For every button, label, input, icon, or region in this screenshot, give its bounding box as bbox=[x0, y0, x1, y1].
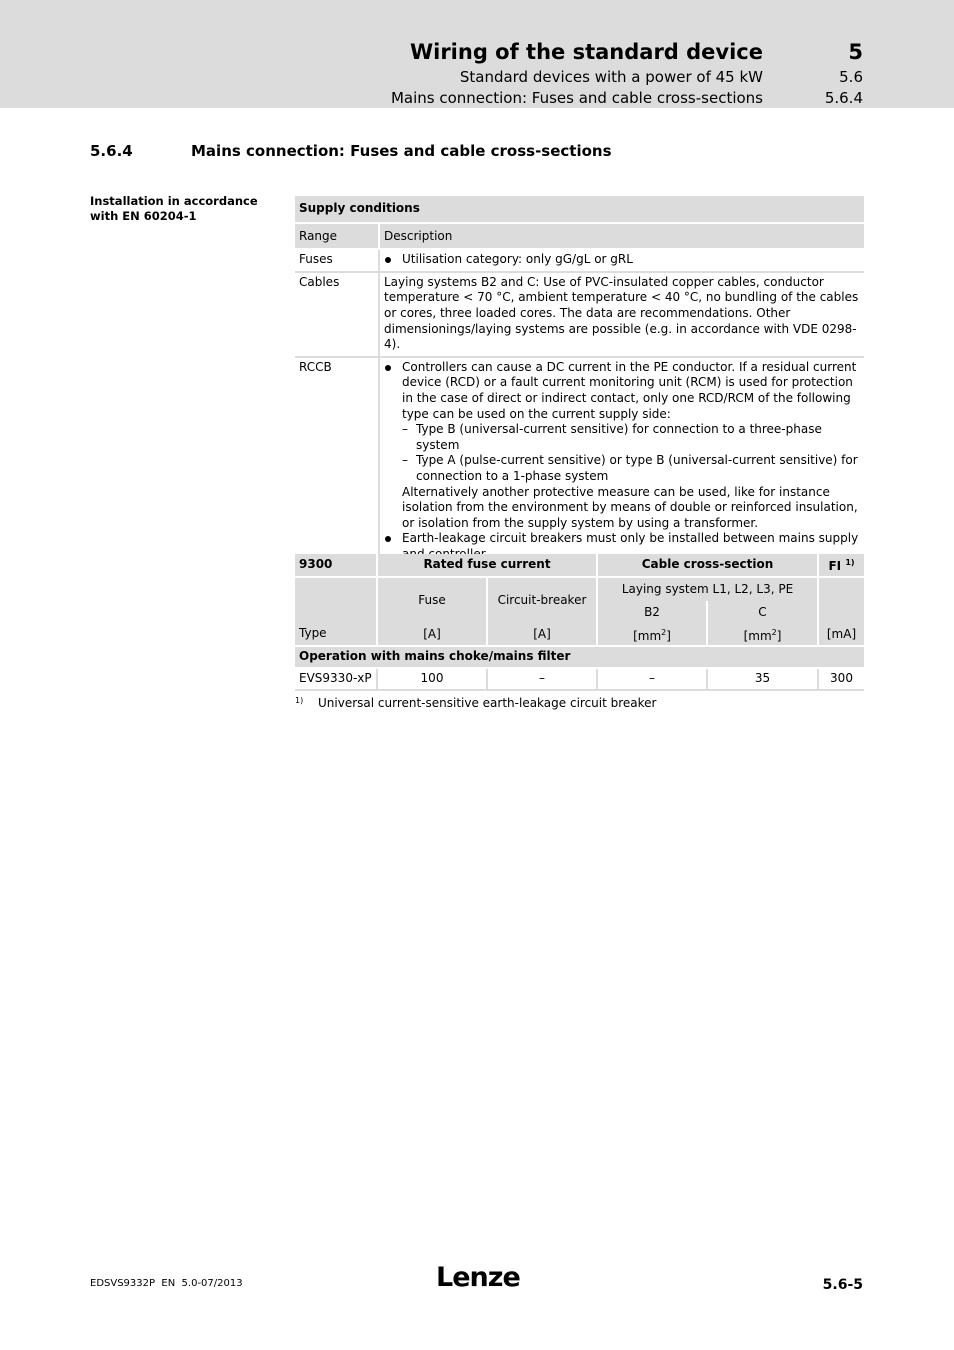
unit-mm2-close: ] bbox=[666, 628, 671, 643]
type-label: Type bbox=[295, 578, 378, 647]
b2-value: – bbox=[598, 669, 708, 691]
lenze-logo: Lenze bbox=[436, 1262, 520, 1293]
c-label: C bbox=[708, 601, 819, 624]
chapter-number: 5 bbox=[848, 40, 863, 64]
page-number: 5.6-5 bbox=[822, 1277, 863, 1293]
unit-mm2 bbox=[708, 624, 819, 647]
cables-description: Laying systems B2 and C: Use of PVC-insulated copper cables, conductor temperature < 70 °C, ambient temperature < 40 °C, no bundling of the cables or cores, three loaded cores. The data are recommendations. Other dimensionings/laying systems are possible (e.g. in accordance with VDE 0298-4). bbox=[380, 273, 864, 358]
operation-subheader: Operation with mains choke/mains filter bbox=[295, 647, 864, 669]
range-label: Cables bbox=[295, 273, 380, 358]
table-row bbox=[295, 250, 864, 273]
header-fi-label: FI bbox=[828, 559, 842, 574]
rccb-dash-item: – Type A (pulse-current sensitive) or type B (universal-current sensitive) for connection to a 1-phase system bbox=[384, 453, 860, 484]
supply-table-title: Supply conditions bbox=[295, 196, 864, 224]
range-label: RCCB bbox=[295, 358, 380, 568]
column-description: Description bbox=[380, 224, 864, 251]
fi-value: 300 bbox=[819, 669, 864, 691]
range-label: Fuses bbox=[295, 250, 380, 273]
table-row bbox=[295, 358, 864, 568]
device-type: EVS9330-xP bbox=[295, 669, 378, 691]
header-cable-cross-section: Cable cross-section bbox=[598, 554, 819, 578]
rccb-bullet: Controllers can cause a DC current in the PE conductor. If a residual current device (RCD) or a fault current monitoring unit (RCM) is used for protection in the case of direct or indirect contact, only one RCD/RCM of the following type can be used on the current supply side: bbox=[384, 360, 860, 422]
rccb-bullet: Earth-leakage circuit breakers must only be installed between mains supply bbox=[384, 531, 860, 562]
rccb-dash-item: – Type B (universal-current sensitive) for connection to a three-phase system bbox=[384, 422, 860, 453]
header-fi bbox=[819, 554, 864, 578]
fuses-description: Utilisation category: only gG/gL or gRL bbox=[384, 252, 860, 268]
footnote-mark: 1) bbox=[295, 696, 304, 705]
unit-mm2-exponent: 2 bbox=[661, 627, 667, 637]
column-range: Range bbox=[295, 224, 380, 251]
fi-blank bbox=[819, 578, 864, 624]
table-row bbox=[295, 669, 864, 691]
unit-a: [A] bbox=[488, 624, 598, 647]
subsubsection-number: 5.6.4 bbox=[824, 89, 863, 107]
unit-a: [A] bbox=[378, 624, 488, 647]
section-number: 5.6.4 bbox=[90, 142, 133, 160]
side-note: Installation in accordance with EN 60204-1 bbox=[90, 194, 258, 223]
document-id: EDSVS9332P EN 5.0-07/2013 bbox=[90, 1278, 243, 1289]
fuse-rating-table bbox=[295, 554, 864, 691]
unit-mm2-text: [mm bbox=[743, 628, 772, 643]
c-value: 35 bbox=[708, 669, 819, 691]
supply-conditions-table bbox=[295, 196, 864, 590]
unit-mm2-close: ] bbox=[776, 628, 782, 643]
b2-label: B2 bbox=[598, 601, 708, 624]
chapter-title: Wiring of the standard device bbox=[409, 40, 763, 64]
unit-mm2 bbox=[598, 624, 708, 647]
table-row bbox=[295, 273, 864, 358]
unit-mm2-exponent: 2 bbox=[771, 627, 777, 637]
rccb-alternative: Alternatively another protective measure can be used, like for instance isolation from the environment by means of double or reinforced insulation, or isolation from the supply system by using a transformer. bbox=[402, 484, 858, 530]
footnote bbox=[295, 696, 656, 710]
header-band bbox=[0, 0, 954, 108]
footnote-text: Universal current-sensitive earth-leakage circuit breaker bbox=[318, 696, 657, 710]
header-rated-fuse-current: Rated fuse current bbox=[378, 554, 598, 578]
header-fi-footnote-mark: 1) bbox=[845, 558, 855, 568]
subsection-title: Standard devices with a power of 45 kW bbox=[459, 68, 763, 86]
subsection-number: 5.6 bbox=[839, 68, 863, 86]
subsubsection-title: Mains connection: Fuses and cable cross-sections bbox=[390, 89, 763, 107]
section-heading bbox=[90, 142, 612, 160]
circuit-breaker-label: Circuit-breaker bbox=[488, 578, 598, 624]
section-title: Mains connection: Fuses and cable cross-sections bbox=[191, 142, 612, 160]
header-9300: 9300 bbox=[295, 554, 378, 578]
unit-mm2-text: [mm bbox=[633, 628, 662, 643]
circuit-breaker-value: – bbox=[488, 669, 598, 691]
fuse-label: Fuse bbox=[378, 578, 488, 624]
laying-system-label: Laying system L1, L2, L3, PE bbox=[598, 578, 819, 601]
fuse-value: 100 bbox=[378, 669, 488, 691]
unit-ma: [mA] bbox=[819, 624, 864, 647]
